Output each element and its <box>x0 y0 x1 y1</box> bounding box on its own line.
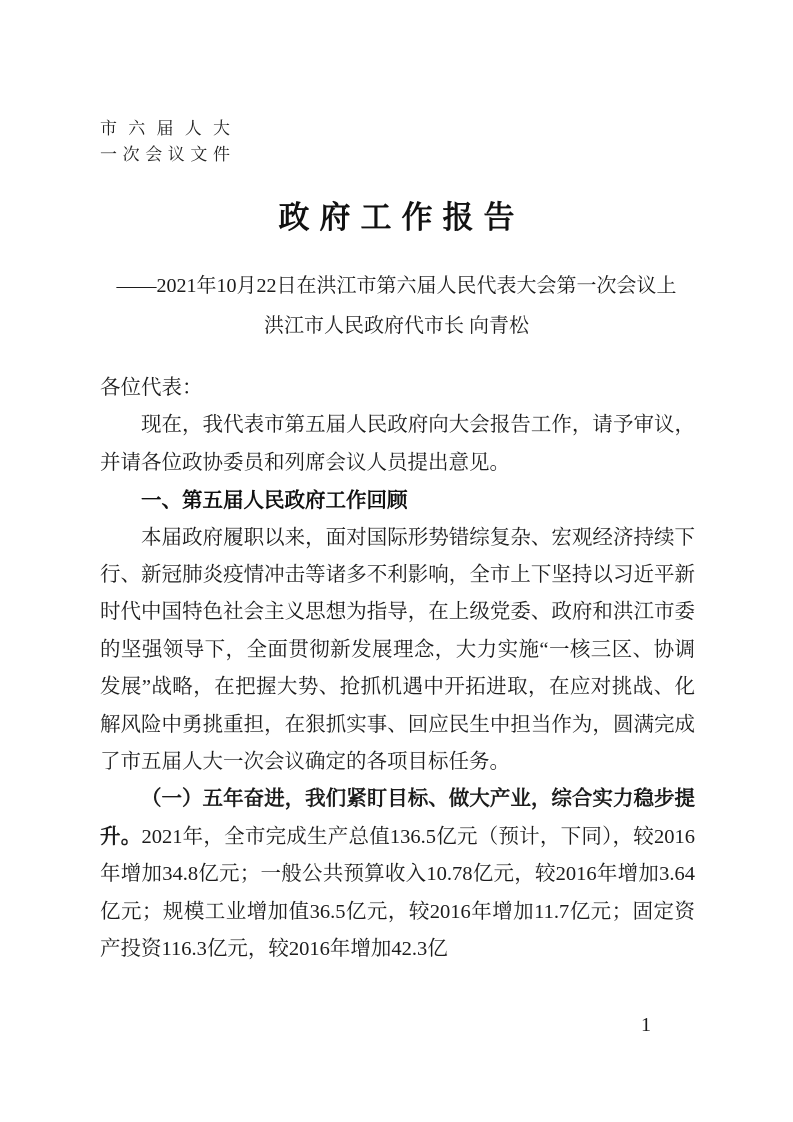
document-body <box>100 370 695 969</box>
page-number: 1 <box>641 1014 651 1036</box>
salutation: 各位代表： <box>100 377 203 399</box>
document-title: 政府工作报告 <box>278 200 525 235</box>
classification-line-2: 一次会议文件 <box>100 145 230 164</box>
classification-block <box>100 116 230 168</box>
document-subtitle-date-venue: ——2021年10月22日在洪江市第六届人民代表大会第一次会议上 <box>116 275 677 297</box>
classification-line-1: 市六届人大 <box>100 119 230 138</box>
document-subtitle-speaker: 洪江市人民政府代市长 向青松 <box>264 315 529 337</box>
subsection-1-text: 2021年，全市完成生产总值136.5亿元（预计，下同），较2016年增加34.8亿元；一般公共预算收入10.78亿元，较2016年增加3.64亿元；规模工业增加值36.5亿元，较2016年增加11.7亿元；固定资产投资116.3亿元，较2016年增加42.3亿 <box>100 825 696 961</box>
intro-paragraph: 现在，我代表市第五届人民政府向大会报告工作，请予审议，并请各位政协委员和列席会议人员提出意见。 <box>100 414 695 474</box>
review-paragraph-text: 本届政府履职以来，面对国际形势错综复杂、宏观经济持续下行、新冠肺炎疫情冲击等诸多不利影响，全市上下坚持以习近平新时代中国特色社会主义思想为指导，在上级党委、政府和洪江市委的坚强领导下，全面贯彻新发展理念，大力实施“一核三区、协调发展”战略，在把握大势、抢抓机遇中开拓进取，在应对挑战、化解风险中勇挑重担，在狠抓实事、回应民生中担当作为，圆满完成了市五届人大一次会议确定的各项目标任务。 <box>100 526 695 774</box>
subsection-1-paragraph <box>100 781 695 968</box>
review-paragraph <box>100 520 695 782</box>
subsection-1-lead: （一）五年奋进，我们紧盯目标、做大产业，综合实力稳步提升。 <box>100 788 695 848</box>
section-1-heading: 一、第五届人民政府工作回顾 <box>141 489 408 513</box>
